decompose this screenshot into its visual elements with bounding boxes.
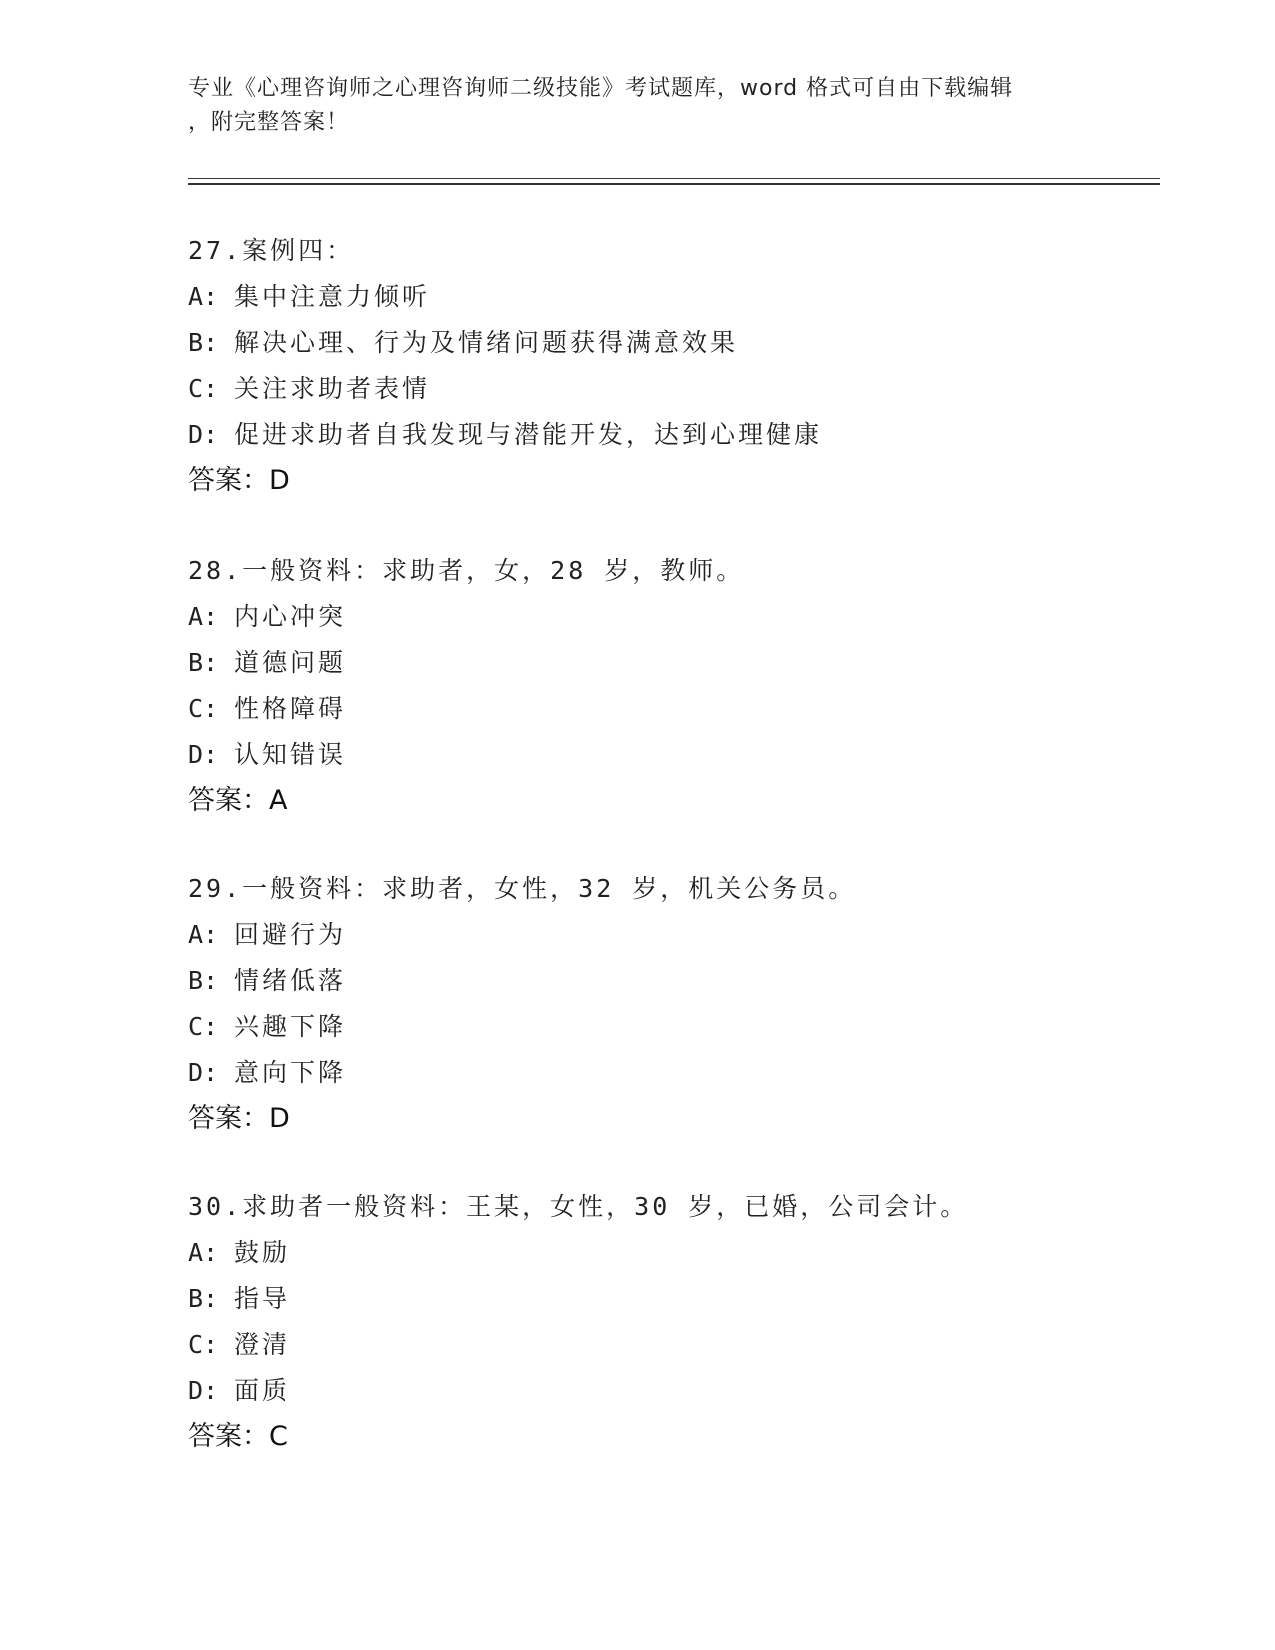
option-key: A: — [188, 1238, 219, 1267]
option-text: 认知错误 — [234, 740, 347, 769]
option-key: C: — [188, 1330, 219, 1359]
option-a — [188, 274, 1188, 320]
answer-line: 答案：D — [188, 1103, 290, 1134]
option-text: 兴趣下降 — [234, 1012, 347, 1041]
option-text: 意向下降 — [234, 1058, 347, 1087]
option-c — [188, 1322, 1188, 1368]
option-key: D: — [188, 740, 219, 769]
question-title: 29.一般资料：求助者，女性，32 岁，机关公务员。 — [188, 874, 857, 903]
question-title: 30.求助者一般资料：王某，女性，30 岁，已婚，公司会计。 — [188, 1192, 969, 1221]
option-b — [188, 1276, 1188, 1322]
option-key: D: — [188, 420, 219, 449]
option-text: 情绪低落 — [234, 966, 347, 995]
option-d — [188, 412, 1188, 458]
option-key: D: — [188, 1058, 219, 1087]
option-a — [188, 594, 1188, 640]
option-key: B: — [188, 1284, 219, 1313]
option-text: 性格障碍 — [234, 694, 347, 723]
question-28 — [188, 548, 1188, 824]
option-key: A: — [188, 920, 219, 949]
option-text: 解决心理、行为及情绪问题获得满意效果 — [234, 328, 739, 357]
option-key: D: — [188, 1376, 219, 1405]
option-key: B: — [188, 966, 219, 995]
question-title: 28.一般资料：求助者，女，28 岁，教师。 — [188, 556, 745, 585]
option-key: C: — [188, 694, 219, 723]
option-d — [188, 1050, 1188, 1096]
option-c — [188, 366, 1188, 412]
question-title: 27.案例四： — [188, 236, 355, 265]
option-text: 澄清 — [234, 1330, 291, 1359]
option-key: C: — [188, 374, 219, 403]
answer-line: 答案：A — [188, 785, 288, 816]
option-text: 鼓励 — [234, 1238, 291, 1267]
option-key: A: — [188, 282, 219, 311]
document-header — [188, 72, 1108, 140]
answer-line: 答案：C — [188, 1421, 288, 1452]
option-a — [188, 912, 1188, 958]
header-line-2: ，附完整答案！ — [188, 110, 350, 135]
option-text: 促进求助者自我发现与潜能开发，达到心理健康 — [234, 420, 823, 449]
option-c — [188, 686, 1188, 732]
option-text: 面质 — [234, 1376, 291, 1405]
option-b — [188, 958, 1188, 1004]
option-text: 关注求助者表情 — [234, 374, 431, 403]
header-line-1: 专业《心理咨询师之心理咨询师二级技能》考试题库，word 格式可自由下载编辑 — [188, 76, 1014, 101]
option-d — [188, 732, 1188, 778]
option-text: 回避行为 — [234, 920, 347, 949]
option-text: 集中注意力倾听 — [234, 282, 431, 311]
option-text: 道德问题 — [234, 648, 347, 677]
option-d — [188, 1368, 1188, 1414]
question-30 — [188, 1184, 1188, 1460]
option-b — [188, 320, 1188, 366]
question-29 — [188, 866, 1188, 1142]
option-key: A: — [188, 602, 219, 631]
option-key: C: — [188, 1012, 219, 1041]
option-b — [188, 640, 1188, 686]
option-key: B: — [188, 648, 219, 677]
question-27 — [188, 228, 1188, 504]
option-c — [188, 1004, 1188, 1050]
answer-line: 答案：D — [188, 465, 290, 496]
option-key: B: — [188, 328, 219, 357]
option-a — [188, 1230, 1188, 1276]
header-divider — [188, 178, 1160, 185]
option-text: 指导 — [234, 1284, 291, 1313]
option-text: 内心冲突 — [234, 602, 347, 631]
